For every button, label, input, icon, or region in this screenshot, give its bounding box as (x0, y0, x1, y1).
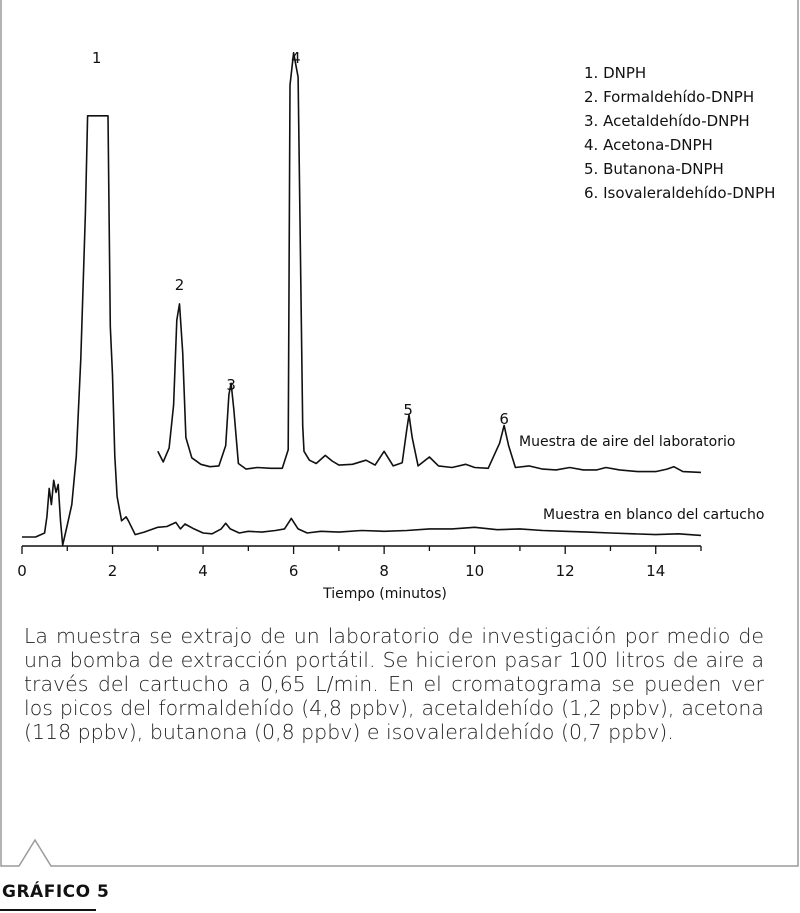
figure-label: GRÁFICO 5 (2, 882, 110, 902)
peak-label-4: 4 (291, 49, 301, 67)
series-line-2 (22, 116, 701, 545)
x-tick-label: 4 (198, 562, 208, 580)
x-axis (17, 546, 701, 580)
caption: La muestra se extrajo de un laboratorio de investigación por medio de una bomba de extracción portátil. Se hicieron pasar 100 litros de aire a través del cartucho a 0,65 L/min. En el cromatograma se pueden ver los picos del formaldehído (4,8 ppbv), acetaldehído (1,2 ppbv), acetona (118 ppbv), butanona (0,8 ppbv) e isovaleraldehído (0,7 ppbv). (24, 624, 764, 744)
x-tick-label: 14 (646, 562, 666, 580)
peak-label-5: 5 (403, 401, 413, 419)
series-label-2: Muestra en blanco del cartucho (543, 507, 765, 523)
legend-item-6: 6. Isovaleraldehído-DNPH (584, 184, 776, 202)
legend-item-5: 5. Butanona-DNPH (584, 160, 724, 178)
legend (584, 64, 775, 202)
x-tick-label: 0 (17, 562, 27, 580)
x-axis-title: Tiempo (minutos) (323, 586, 447, 602)
x-tick-label: 10 (465, 562, 485, 580)
x-tick-label: 12 (555, 562, 575, 580)
legend-item-1: 1. DNPH (584, 64, 647, 82)
peak-label-6: 6 (499, 410, 509, 428)
x-tick-label: 2 (107, 562, 118, 580)
figure-label-rule (0, 909, 96, 911)
series-labels (519, 434, 764, 523)
legend-item-4: 4. Acetona-DNPH (584, 136, 713, 154)
peak-label-1: 1 (91, 49, 102, 67)
series-label-1: Muestra de aire del laboratorio (519, 434, 736, 450)
x-tick-label: 6 (288, 562, 299, 580)
peak-label-2: 2 (174, 276, 185, 294)
legend-item-3: 3. Acetaldehído-DNPH (584, 112, 750, 130)
peak-label-3: 3 (226, 376, 236, 394)
legend-item-2: 2. Formaldehído-DNPH (584, 88, 755, 106)
x-tick-label: 8 (379, 562, 389, 580)
